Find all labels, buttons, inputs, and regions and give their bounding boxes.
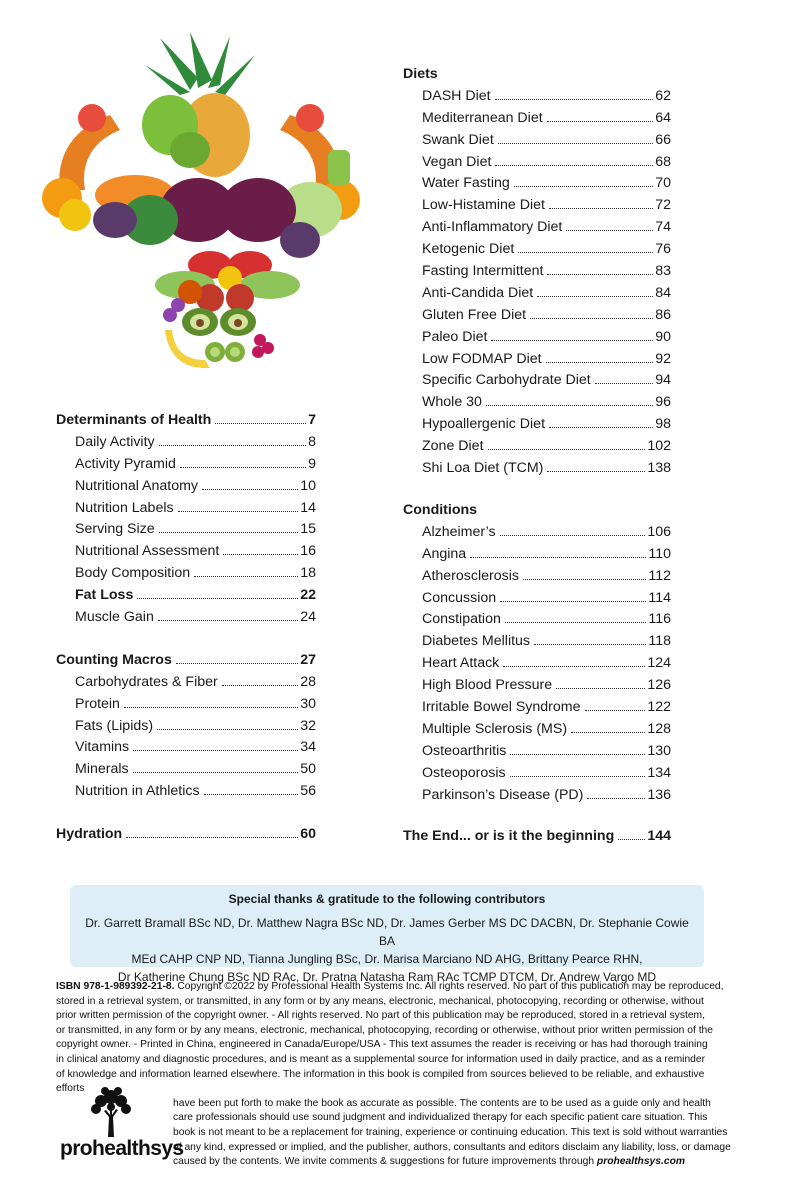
toc-entry-label: Irritable Bowel Syndrome <box>422 699 581 716</box>
copyright-line: ISBN 978-1-989392-21-8. Copyright ©2022 by Professional Health Systems Inc. All rights reserved. No part of this publication may be reproduced, <box>56 981 724 992</box>
toc-entry[interactable] <box>56 607 316 629</box>
toc-entry[interactable] <box>56 716 316 738</box>
dot-leader <box>159 445 306 446</box>
toc-entry-page: 10 <box>300 477 316 494</box>
toc-entry-label: Determinants of Health <box>56 412 212 428</box>
toc-entry-label: Swank Diet <box>422 131 494 148</box>
dot-leader <box>618 839 645 840</box>
ending-entry[interactable] <box>403 826 671 848</box>
toc-entry-label: Zone Diet <box>422 438 484 455</box>
toc-entry[interactable] <box>403 217 671 239</box>
toc-entry-label: Activity Pyramid <box>75 455 176 472</box>
dot-leader <box>495 99 654 100</box>
toc-entry-label: High Blood Pressure <box>422 677 553 694</box>
dot-leader <box>159 532 299 533</box>
toc-entry-page: 122 <box>647 699 671 716</box>
toc-entry-page: 106 <box>647 523 671 540</box>
toc-entry-label: Fats (Lipids) <box>75 717 154 734</box>
toc-entry[interactable] <box>403 785 671 807</box>
pineapple-leaves-icon <box>145 32 255 95</box>
toc-entry-label: Body Composition <box>75 565 191 582</box>
toc-entry-label: Diabetes Mellitus <box>422 633 531 650</box>
toc-entry[interactable] <box>56 563 316 585</box>
toc-entry-page: 30 <box>300 695 316 712</box>
toc-entry[interactable] <box>403 566 671 588</box>
toc-section <box>56 824 316 846</box>
toc-entry-page: 112 <box>648 567 671 584</box>
toc-entry-page: 28 <box>300 673 316 690</box>
toc-entry-label: Muscle Gain <box>75 609 154 626</box>
logo-wordmark: prohealthsys <box>60 1137 184 1160</box>
toc-entry-page: 130 <box>647 742 671 759</box>
toc-entry-page: 90 <box>655 328 671 345</box>
toc-entry-label: Vitamins <box>75 739 130 756</box>
toc-entry-page: 96 <box>655 394 671 411</box>
toc-entry[interactable] <box>403 741 671 763</box>
dot-leader <box>514 186 653 187</box>
toc-entry-label: Paleo Diet <box>422 328 488 345</box>
copyright-line: in clinical anatomy and diagnostic procedures, and is meant as a supplemental source for information used in daily practice, and as a reminder <box>56 1053 706 1065</box>
toc-entry-page: 14 <box>300 499 316 516</box>
toc-entry-page: 124 <box>647 655 671 672</box>
toc-entry-label: Fat Loss <box>75 587 134 604</box>
toc-entry-label: Low-Histamine Diet <box>422 197 545 214</box>
contributors-line: Dr Katherine Chung BSc ND RAc, Dr. Pratna Natasha Ram RAc TCMP DTCM, Dr. Andrew Vargo MD <box>117 970 657 984</box>
toc-entry-label: Parkinson’s Disease (PD) <box>422 786 584 803</box>
dot-leader <box>523 579 646 580</box>
dot-leader <box>549 427 653 428</box>
toc-entry-label: Osteoporosis <box>422 764 506 781</box>
copyright-line: of any kind, expressed or implied, and the publisher, authors, consultants and editors disclaim any liability, loss, or damage <box>173 1141 731 1153</box>
dot-leader <box>158 620 298 621</box>
toc-section <box>56 650 316 803</box>
dot-leader <box>547 274 653 275</box>
dot-leader <box>215 423 306 424</box>
toc-entry-page: 56 <box>300 783 316 800</box>
toc-entry-page: 138 <box>647 460 671 477</box>
toc-entry-page: 114 <box>648 589 671 606</box>
dot-leader <box>546 362 654 363</box>
copyright-line: book is not meant to be a replacement for training, experience or continuing education. This text is sold without warranties <box>173 1126 728 1138</box>
toc-entry-label: Low FODMAP Diet <box>422 350 542 367</box>
toc-entry-page: 98 <box>655 416 671 433</box>
dot-leader <box>556 688 645 689</box>
toc-entry[interactable] <box>403 261 671 283</box>
toc-entry-label: Minerals <box>75 761 129 778</box>
dot-leader <box>176 663 298 664</box>
dot-leader <box>124 707 298 708</box>
toc-entry-label: Multiple Sclerosis (MS) <box>422 720 568 737</box>
contributors-title: Special thanks & gratitude to the following contributors <box>228 892 546 906</box>
toc-entry[interactable] <box>56 585 316 607</box>
toc-entry-page: 110 <box>648 545 671 562</box>
toc-entry[interactable] <box>403 370 671 392</box>
copyright-line: stored in a retrieval system, or transmitted, in any form or by any means, electronic, mechanical, photocopying, recording or otherwise, without <box>56 995 704 1007</box>
toc-entry-label: Daily Activity <box>75 433 155 450</box>
toc-entry[interactable] <box>403 631 671 653</box>
toc-entry-page: 126 <box>647 677 671 694</box>
toc-entry[interactable] <box>403 588 671 610</box>
toc-entry[interactable] <box>403 239 671 261</box>
toc-entry[interactable] <box>56 519 316 541</box>
toc-entry-label: Alzheimer’s <box>422 523 496 540</box>
toc-entry-page: 62 <box>655 87 671 104</box>
toc-entry[interactable] <box>403 130 671 152</box>
dot-leader <box>137 598 298 599</box>
toc-entry-page: 34 <box>300 739 316 756</box>
toc-entry-label: Heart Attack <box>422 655 500 672</box>
toc-entry-label: Constipation <box>422 611 501 628</box>
toc-entry-page: 72 <box>655 197 671 214</box>
dot-leader <box>178 511 299 512</box>
dot-leader <box>223 554 298 555</box>
toc-entry[interactable] <box>403 152 671 174</box>
toc-entry-page: 68 <box>655 153 671 170</box>
toc-entry-page: 24 <box>300 609 316 626</box>
toc-entry-label: Angina <box>422 545 467 562</box>
dot-leader <box>204 794 299 795</box>
copyright-line: or transmitted, in any form or by any means, electronic, mechanical, photocopying, recording or otherwise, without prior written permission of the <box>56 1024 714 1036</box>
toc-entry-label: Atherosclerosis <box>422 567 519 584</box>
toc-entry-label: Specific Carbohydrate Diet <box>422 372 591 389</box>
toc-entry-label: Water Fasting <box>422 175 510 192</box>
isbn: ISBN 978-1-989392-21-8. <box>56 981 175 992</box>
toc-entry-label: Nutritional Anatomy <box>75 477 199 494</box>
toc-entry[interactable] <box>403 697 671 719</box>
toc-entry-page: 76 <box>655 241 671 258</box>
toc-entry-page: 27 <box>300 651 316 668</box>
toc-entry[interactable] <box>56 498 316 520</box>
toc-entry-label: Vegan Diet <box>422 153 492 170</box>
prohealthsys-logo <box>58 1085 184 1165</box>
ending-label: The End... or is it the beginning <box>403 828 615 845</box>
dot-leader <box>498 143 653 144</box>
dot-leader <box>518 252 653 253</box>
toc-entry-label: Gluten Free Diet <box>422 306 527 323</box>
contributors-line: Dr. Garrett Bramall BSc ND, Dr. Matthew Nagra BSc ND, Dr. James Gerber MS DC DACBN, Dr. Stephanie Cowie BA <box>85 916 689 948</box>
toc-entry-page: 84 <box>655 284 671 301</box>
toc-entry[interactable] <box>403 675 671 697</box>
dot-leader <box>510 776 646 777</box>
dot-leader <box>470 557 646 558</box>
dot-leader <box>571 732 645 733</box>
toc-entry-page: 8 <box>308 433 316 450</box>
toc-entry-label: Carbohydrates & Fiber <box>75 673 218 690</box>
toc-entry[interactable] <box>403 327 671 349</box>
dot-leader <box>503 666 645 667</box>
toc-entry-page: 128 <box>647 720 671 737</box>
toc-entry-page: 9 <box>308 455 316 472</box>
toc-entry-label: Protein <box>75 695 120 712</box>
copyright-line: caused by the contents. We invite comments & suggestions for future improvements through prohealthsys.com <box>173 1156 686 1168</box>
toc-entry-page: 70 <box>655 175 671 192</box>
toc-entry-page: 116 <box>648 611 671 628</box>
toc-entry[interactable] <box>403 392 671 414</box>
toc-entry-label: Ketogenic Diet <box>422 241 515 258</box>
toc-entry[interactable] <box>403 522 671 544</box>
toc-entry[interactable] <box>403 305 671 327</box>
toc-entry-page: 15 <box>300 521 316 538</box>
toc-entry[interactable] <box>403 283 671 305</box>
toc-entry-page: 136 <box>647 786 671 803</box>
toc-entry[interactable] <box>403 763 671 785</box>
conditions-title: Conditions <box>403 502 478 518</box>
toc-entry-page: 66 <box>655 131 671 148</box>
dot-leader <box>585 710 646 711</box>
toc-entry-page: 102 <box>647 438 671 455</box>
toc-entry-page: 64 <box>655 109 671 126</box>
dot-leader <box>194 576 298 577</box>
dot-leader <box>510 754 645 755</box>
toc-entry[interactable] <box>403 719 671 741</box>
toc-entry[interactable] <box>56 454 316 476</box>
toc-entry-label: Hydration <box>56 826 123 843</box>
dot-leader <box>491 340 653 341</box>
dot-leader <box>537 296 653 297</box>
dot-leader <box>534 644 646 645</box>
toc-section-heading[interactable] <box>56 650 316 672</box>
copyright-line: copyright owner. - Printed in China, engineered in Canada/Europe/USA - This text assumes the reader is receiving or has had thorough training <box>56 1039 708 1051</box>
contributors-line: MEd CAHP CNP ND, Tianna Jungling BSc, Dr. Marisa Marciano ND AHG, Brittany Pearce RHN, <box>131 952 643 966</box>
dot-leader <box>202 489 298 490</box>
toc-entry-page: 118 <box>648 633 671 650</box>
toc-entry-label: Osteoarthritis <box>422 742 507 759</box>
toc-entry-page: 7 <box>308 412 316 428</box>
toc-entry-label: Shi Loa Diet (TCM) <box>422 460 544 477</box>
copyright-line: care professionals should use sound judgment and individualized therapy for each specific patient care situation. This <box>173 1112 708 1124</box>
toc-entry[interactable] <box>56 759 316 781</box>
toc-entry[interactable] <box>56 694 316 716</box>
dot-leader <box>222 685 298 686</box>
fruit-vegetable-strongman-illustration <box>40 30 360 375</box>
dot-leader <box>488 449 646 450</box>
dot-leader <box>595 383 653 384</box>
toc-entry-label: DASH Diet <box>422 87 491 104</box>
toc-entry[interactable] <box>403 173 671 195</box>
dot-leader <box>587 798 645 799</box>
toc-entry[interactable] <box>403 436 671 458</box>
toc-entry-page: 83 <box>655 263 671 280</box>
toc-entry[interactable] <box>56 476 316 498</box>
toc-entry-label: Anti-Inflammatory Diet <box>422 219 563 236</box>
toc-entry-label: Counting Macros <box>56 651 172 668</box>
toc-entry-label: Whole 30 <box>422 394 482 411</box>
dot-leader <box>530 318 653 319</box>
dot-leader <box>505 622 647 623</box>
dot-leader <box>547 471 645 472</box>
dot-leader <box>126 837 298 838</box>
diets-section <box>403 64 671 480</box>
toc-entry-label: Hypoallergenic Diet <box>422 416 546 433</box>
toc-entry-page: 94 <box>655 372 671 389</box>
dot-leader <box>500 601 646 602</box>
toc-entry-page: 60 <box>300 826 316 843</box>
dot-leader <box>566 230 653 231</box>
toc-entry[interactable] <box>403 414 671 436</box>
dot-leader <box>157 729 298 730</box>
dot-leader <box>133 772 299 773</box>
toc-entry[interactable] <box>403 653 671 675</box>
toc-entry-page: 22 <box>300 587 316 604</box>
website-link[interactable]: prohealthsys.com <box>596 1156 686 1168</box>
toc-entry[interactable] <box>403 108 671 130</box>
toc-section <box>56 410 316 629</box>
toc-entry-page: 32 <box>300 717 316 734</box>
toc-entry-label: Nutrition Labels <box>75 499 174 516</box>
dot-leader <box>549 208 653 209</box>
toc-entry[interactable] <box>403 195 671 217</box>
toc-entry-page: 74 <box>655 219 671 236</box>
toc-entry[interactable] <box>56 432 316 454</box>
toc-entry-label: Serving Size <box>75 521 155 538</box>
copyright-line: of knowledge and information learned elsewhere. The information in this book is compiled from sources believed to be reliable, and exhaustive efforts <box>56 1068 705 1095</box>
dot-leader <box>133 750 298 751</box>
toc-entry[interactable] <box>403 544 671 566</box>
toc-entry[interactable] <box>56 781 316 803</box>
diets-title: Diets <box>403 66 438 82</box>
toc-entry-label: Anti-Candida Diet <box>422 284 534 301</box>
toc-section-heading[interactable] <box>56 410 316 432</box>
toc-entry-label: Concussion <box>422 589 497 606</box>
contributors-box <box>70 885 704 984</box>
toc-entry[interactable] <box>403 86 671 108</box>
dot-leader <box>547 121 654 122</box>
toc-entry[interactable] <box>403 458 671 480</box>
conditions-section <box>403 500 671 848</box>
toc-entry[interactable] <box>403 609 671 631</box>
toc-entry[interactable] <box>56 541 316 563</box>
toc-entry-page: 50 <box>300 761 316 778</box>
toc-entry-label: Mediterranean Diet <box>422 109 543 126</box>
toc-entry[interactable] <box>403 349 671 371</box>
toc-entry[interactable] <box>56 672 316 694</box>
toc-section-heading[interactable] <box>56 824 316 846</box>
toc-entry-page: 16 <box>300 543 316 560</box>
toc-entry-page: 92 <box>655 350 671 367</box>
copyright-line: have been put forth to make the book as accurate as possible. The contents are to be used as a guide only and health <box>173 1097 711 1109</box>
dot-leader <box>495 165 653 166</box>
tree-logo-icon <box>88 1085 134 1137</box>
toc-entry-page: 86 <box>655 306 671 323</box>
ending-page: 144 <box>647 828 671 845</box>
toc-entry-label: Fasting Intermittent <box>422 263 544 280</box>
toc-entry[interactable] <box>56 737 316 759</box>
toc-entry-label: Nutrition in Athletics <box>75 783 200 800</box>
left-table-of-contents <box>56 410 316 867</box>
copyright-line: prior written permission of the copyright owner. - All rights reserved. No part of this publication may be reproduced, stored in a retrieval system, <box>56 1010 705 1022</box>
toc-entry-page: 134 <box>647 764 671 781</box>
dot-leader <box>180 467 306 468</box>
dot-leader <box>486 405 653 406</box>
toc-entry-page: 18 <box>300 565 316 582</box>
dot-leader <box>500 535 646 536</box>
toc-entry-label: Nutritional Assessment <box>75 543 220 560</box>
